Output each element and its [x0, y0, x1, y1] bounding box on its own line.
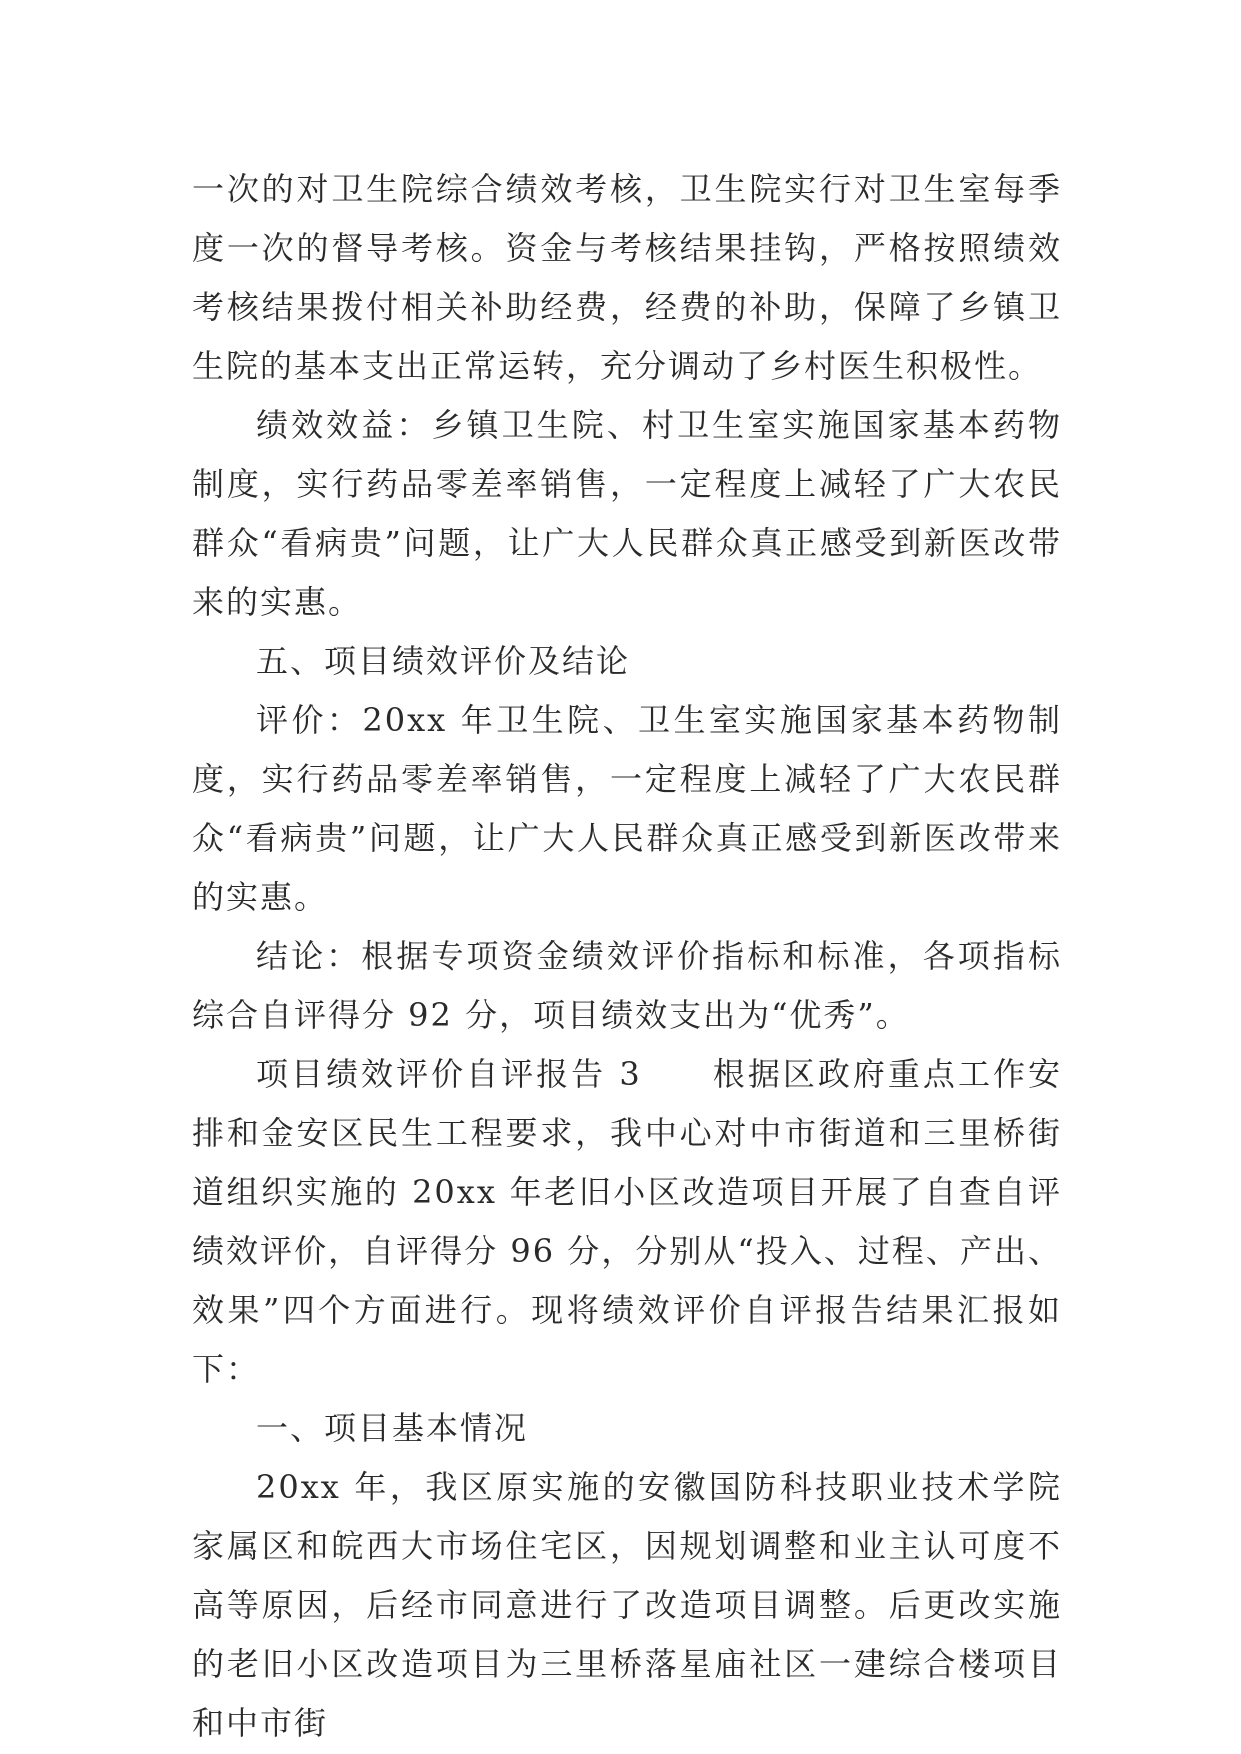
paragraph-report-3-intro: 项目绩效评价自评报告 3 根据区政府重点工作安排和金安区民生工程要求，我中心对中市街道和三里桥街道组织实施的 20xx 年老旧小区改造项目开展了自查自评绩效评价，自评得分 96 分，分别从“投入、过程、产出、效果”四个方面进行。现将绩效评价自评报告结果汇报如下：	[192, 1055, 1062, 1388]
paragraph-project-basics: 20xx 年，我区原实施的安徽国防科技职业技术学院家属区和皖西大市场住宅区，因规划调整和业主认可度不高等原因，后经市同意进行了改造项目调整。后更改实施的老旧小区改造项目为三里桥落星庙社区一建综合楼项目和中市街	[192, 1468, 1062, 1742]
paragraph-conclusion: 结论：根据专项资金绩效评价指标和标准，各项指标综合自评得分 92 分，项目绩效支出为“优秀”。	[192, 937, 1062, 1034]
section-heading-evaluation-conclusion: 五、项目绩效评价及结论	[256, 642, 631, 680]
paragraph-performance-benefit: 绩效效益：乡镇卫生院、村卫生室实施国家基本药物制度，实行药品零差率销售，一定程度上减轻了广大农民群众“看病贵”问题，让广大人民群众真正感受到新医改带来的实惠。	[192, 406, 1062, 621]
document-body	[192, 160, 1062, 1753]
paragraph-assessment-continuation: 一次的对卫生院综合绩效考核，卫生院实行对卫生室每季度一次的督导考核。资金与考核结果挂钩，严格按照绩效考核结果拨付相关补助经费，经费的补助，保障了乡镇卫生院的基本支出正常运转，充分调动了乡村医生积极性。	[192, 170, 1062, 385]
section-heading-project-basics: 一、项目基本情况	[256, 1409, 529, 1447]
paragraph-evaluation: 评价：20xx 年卫生院、卫生室实施国家基本药物制度，实行药品零差率销售，一定程度上减轻了广大农民群众“看病贵”问题，让广大人民群众真正感受到新医改带来的实惠。	[192, 701, 1062, 916]
